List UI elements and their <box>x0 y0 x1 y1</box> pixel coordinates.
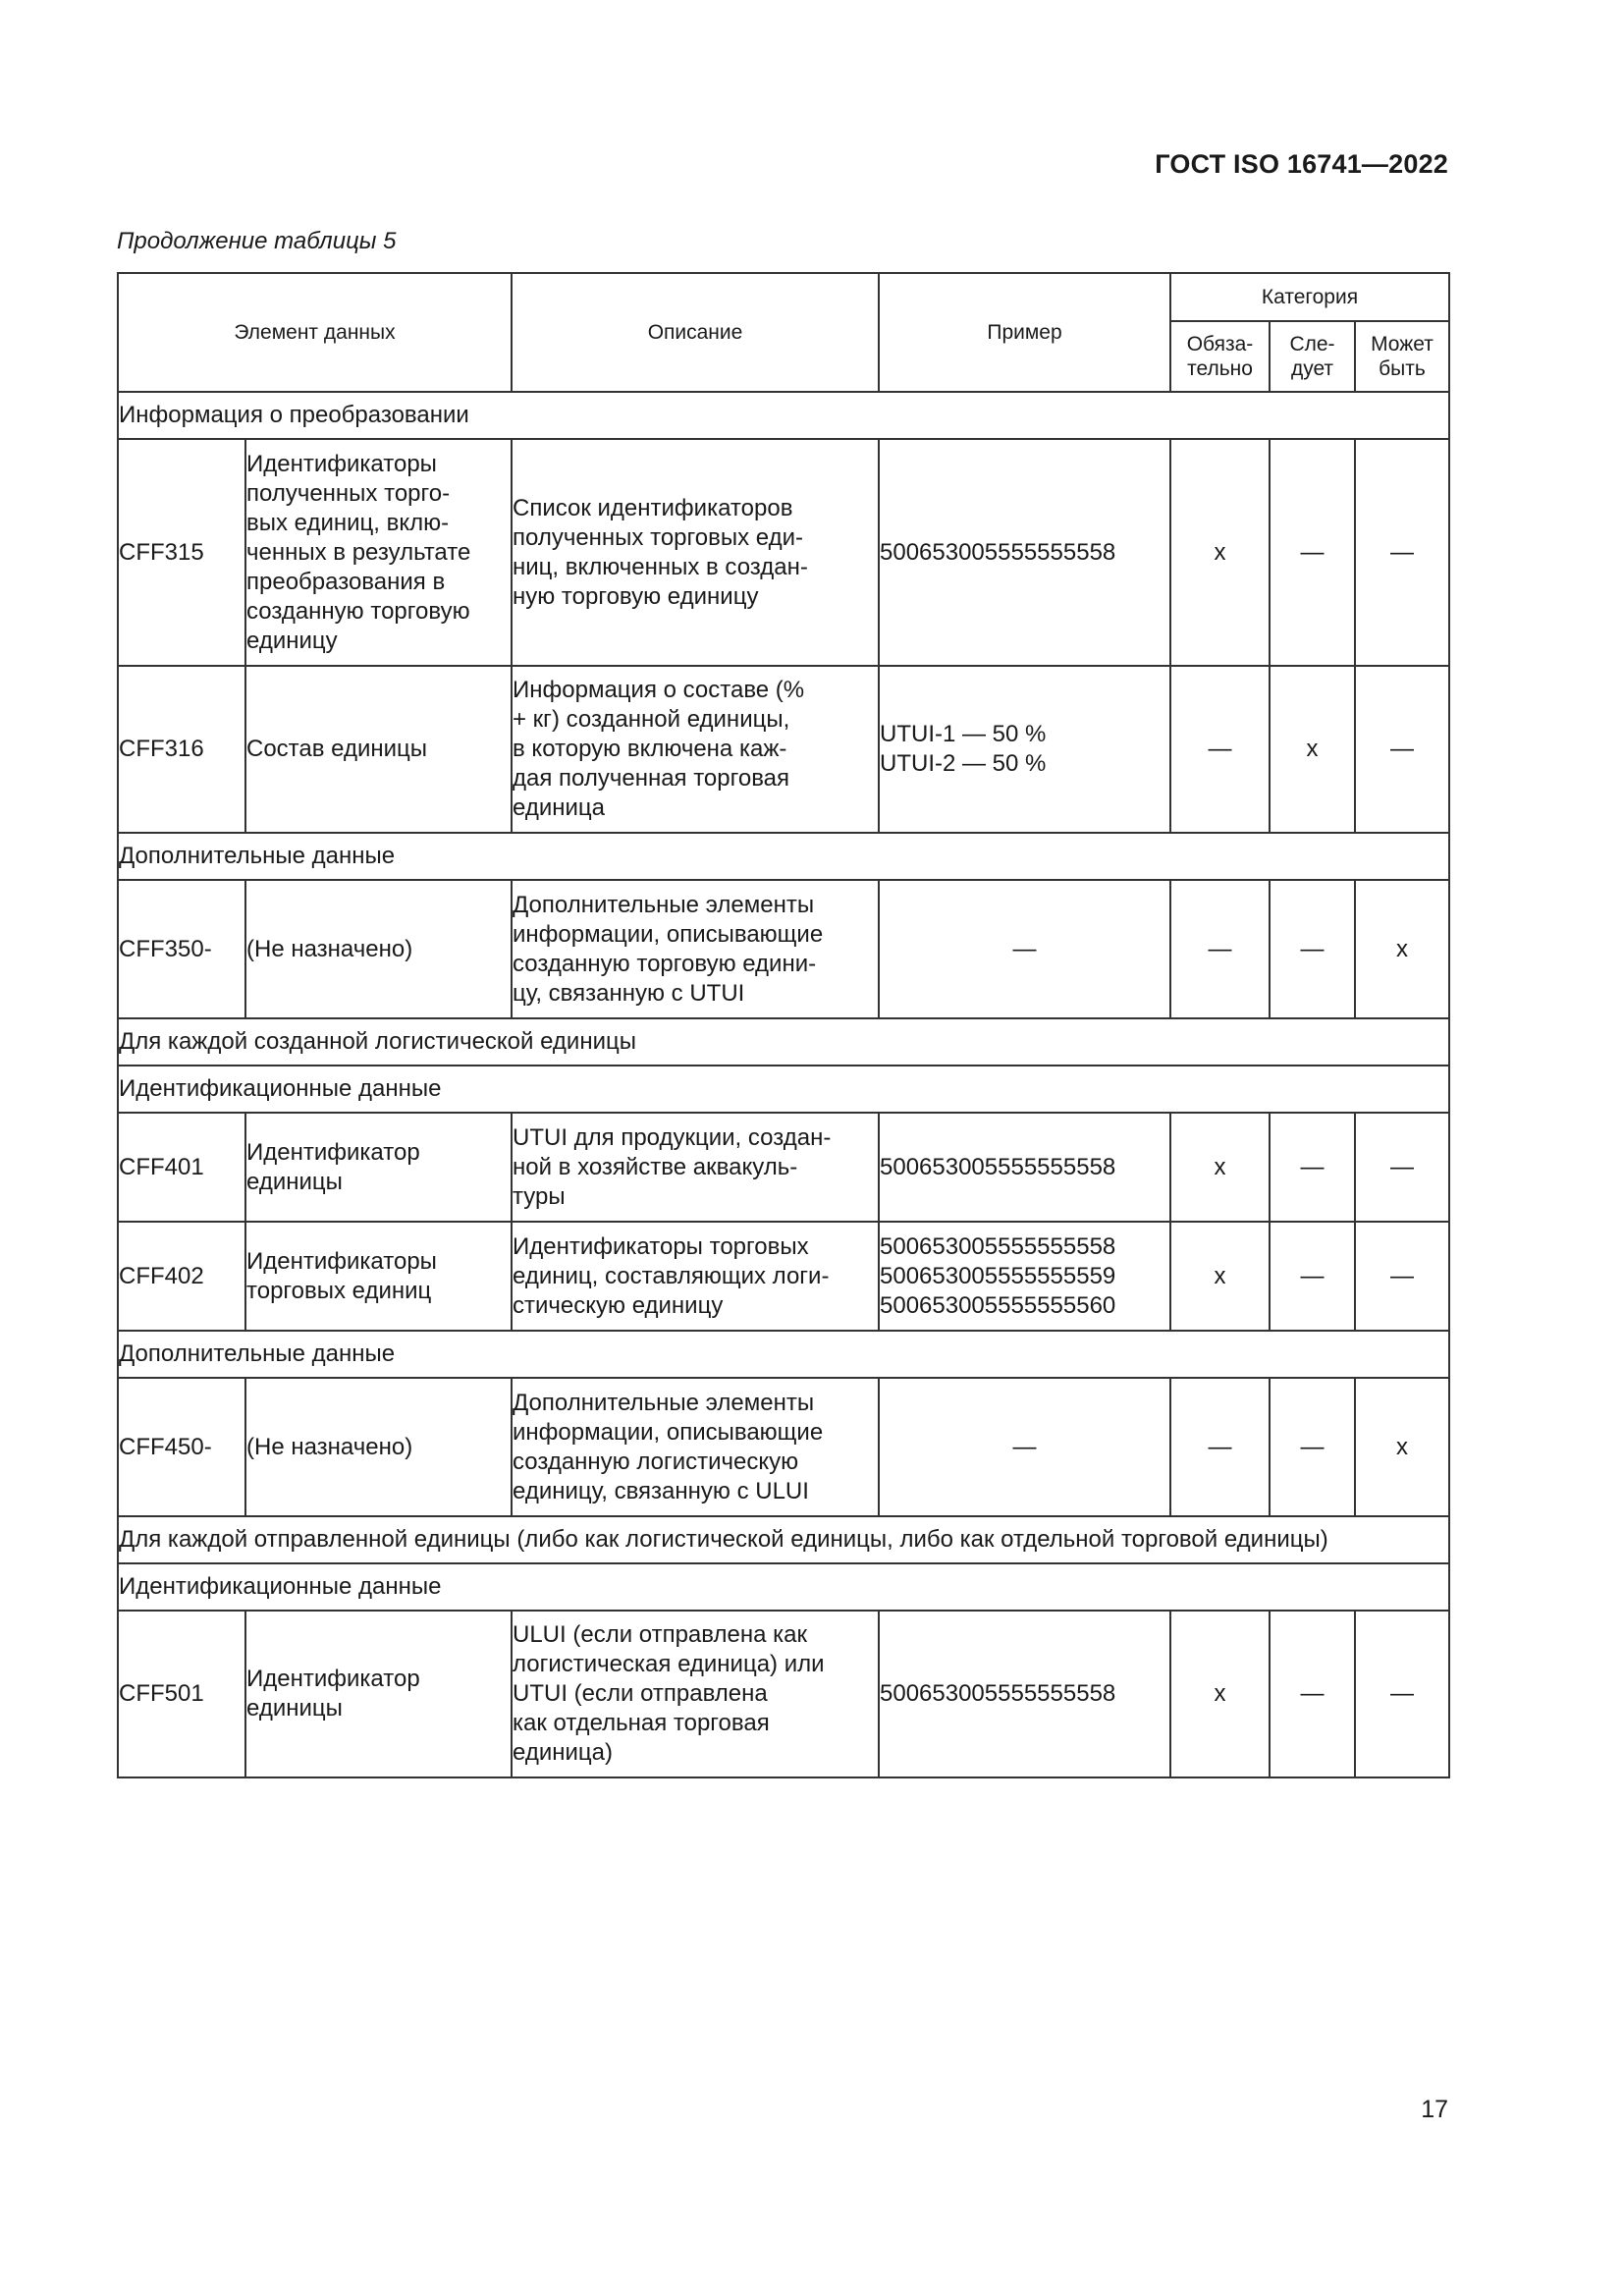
section-row <box>118 1331 1449 1378</box>
table-row <box>118 1113 1449 1222</box>
table-row <box>118 666 1449 833</box>
table-row <box>118 1378 1449 1516</box>
header-example: Пример <box>879 273 1170 392</box>
element-code: CFF402 <box>118 1222 245 1331</box>
table-header <box>118 273 1449 392</box>
table-body <box>118 392 1449 1777</box>
table-row <box>118 880 1449 1018</box>
section-title: Идентификационные данные <box>118 1563 1449 1611</box>
header-element: Элемент данных <box>118 273 512 392</box>
category-should-mark: — <box>1270 1378 1355 1516</box>
category-may-mark: — <box>1355 1611 1449 1777</box>
element-example: — <box>879 1378 1170 1516</box>
element-name: Состав единицы <box>245 666 512 833</box>
page-number: 17 <box>1421 2096 1448 2123</box>
category-should-mark: — <box>1270 1113 1355 1222</box>
category-mandatory-mark: x <box>1170 439 1270 666</box>
element-example: UTUI-1 — 50 % UTUI-2 — 50 % <box>879 666 1170 833</box>
element-name: Идентификаторы торговых единиц <box>245 1222 512 1331</box>
section-row <box>118 1516 1449 1563</box>
header-category: Категория <box>1170 273 1449 321</box>
data-elements-table <box>117 272 1450 1778</box>
element-description: Дополнительные элементы информации, описывающие созданную логистическую единицу, связанную с ULUI <box>512 1378 879 1516</box>
element-description: Идентификаторы торговых единиц, составляющих логи- стическую единицу <box>512 1222 879 1331</box>
element-example: 500653005555555558 500653005555555559 500653005555555560 <box>879 1222 1170 1331</box>
category-mandatory-mark: — <box>1170 1378 1270 1516</box>
category-mandatory-mark: — <box>1170 666 1270 833</box>
category-mandatory-mark: x <box>1170 1113 1270 1222</box>
category-may-mark: x <box>1355 880 1449 1018</box>
element-example: — <box>879 880 1170 1018</box>
element-name: Идентификатор единицы <box>245 1611 512 1777</box>
section-title: Дополнительные данные <box>118 1331 1449 1378</box>
category-mandatory-mark: x <box>1170 1611 1270 1777</box>
table-row <box>118 1222 1449 1331</box>
category-may-mark: x <box>1355 1378 1449 1516</box>
category-may-mark: — <box>1355 1113 1449 1222</box>
table-row <box>118 1611 1449 1777</box>
header-should: Сле- дует <box>1270 321 1355 392</box>
header-may: Может быть <box>1355 321 1449 392</box>
section-row <box>118 1066 1449 1113</box>
header-description: Описание <box>512 273 879 392</box>
element-description: Список идентификаторов полученных торговых еди- ниц, включенных в создан- ную торговую единицу <box>512 439 879 666</box>
element-description: UTUI для продукции, создан- ной в хозяйстве аквакуль- туры <box>512 1113 879 1222</box>
section-row <box>118 392 1449 439</box>
element-description: ULUI (если отправлена как логистическая единица) или UTUI (если отправлена как отдельная торговая единица) <box>512 1611 879 1777</box>
section-title: Для каждой отправленной единицы (либо как логистической единицы, либо как отдельной торговой единицы) <box>118 1516 1449 1563</box>
element-name: Идентификаторы полученных торго- вых единиц, вклю- ченных в результате преобразования в созданную торговую единицу <box>245 439 512 666</box>
element-code: CFF315 <box>118 439 245 666</box>
category-should-mark: — <box>1270 439 1355 666</box>
category-should-mark: — <box>1270 1222 1355 1331</box>
element-code: CFF316 <box>118 666 245 833</box>
category-should-mark: — <box>1270 880 1355 1018</box>
element-code: CFF450- <box>118 1378 245 1516</box>
element-description: Информация о составе (% + кг) созданной единицы, в которую включена каж- дая полученная торговая единица <box>512 666 879 833</box>
section-title: Информация о преобразовании <box>118 392 1449 439</box>
category-may-mark: — <box>1355 666 1449 833</box>
section-title: Дополнительные данные <box>118 833 1449 880</box>
section-title: Идентификационные данные <box>118 1066 1449 1113</box>
section-row <box>118 1563 1449 1611</box>
element-name: (Не назначено) <box>245 880 512 1018</box>
table-row <box>118 439 1449 666</box>
table-caption: Продолжение таблицы 5 <box>117 228 397 254</box>
element-name: (Не назначено) <box>245 1378 512 1516</box>
element-example: 500653005555555558 <box>879 1611 1170 1777</box>
section-title: Для каждой созданной логистической единицы <box>118 1018 1449 1066</box>
element-code: CFF501 <box>118 1611 245 1777</box>
element-example: 500653005555555558 <box>879 439 1170 666</box>
element-name: Идентификатор единицы <box>245 1113 512 1222</box>
element-code: CFF401 <box>118 1113 245 1222</box>
element-description: Дополнительные элементы информации, описывающие созданную торговую едини- цу, связанную с UTUI <box>512 880 879 1018</box>
category-mandatory-mark: — <box>1170 880 1270 1018</box>
element-example: 500653005555555558 <box>879 1113 1170 1222</box>
category-should-mark: x <box>1270 666 1355 833</box>
element-code: CFF350- <box>118 880 245 1018</box>
document-code: ГОСТ ISO 16741—2022 <box>1155 149 1448 179</box>
category-may-mark: — <box>1355 439 1449 666</box>
category-mandatory-mark: x <box>1170 1222 1270 1331</box>
section-row <box>118 833 1449 880</box>
category-may-mark: — <box>1355 1222 1449 1331</box>
category-should-mark: — <box>1270 1611 1355 1777</box>
header-mandatory: Обяза- тельно <box>1170 321 1270 392</box>
section-row <box>118 1018 1449 1066</box>
